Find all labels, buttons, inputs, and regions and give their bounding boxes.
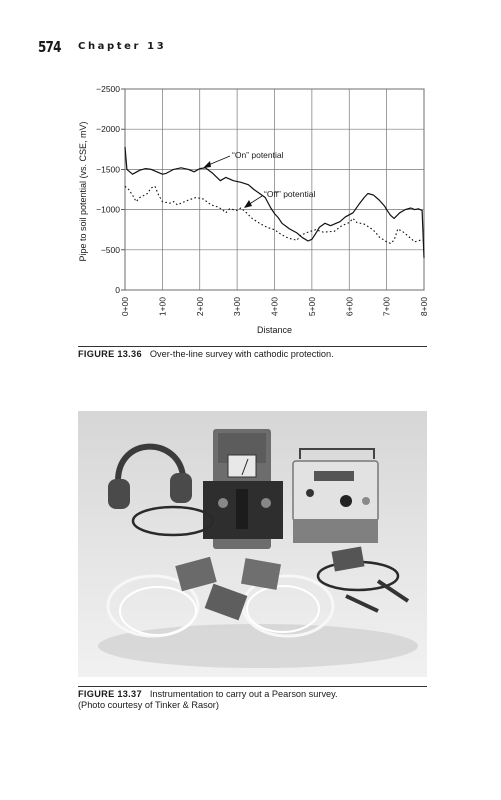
x-tick-label: 0+00 — [120, 297, 130, 317]
y-tick-label: −500 — [100, 244, 120, 255]
page-number: 574 — [38, 38, 61, 56]
figure-13-37-caption — [78, 686, 427, 711]
x-tick-label: 4+00 — [269, 297, 280, 317]
figure-13-37-caption-line2: (Photo courtesy of Tinker & Rasor) — [78, 700, 219, 710]
x-tick-label: 1+00 — [157, 297, 168, 317]
off-potential-arrowhead — [244, 200, 252, 208]
y-tick-label: 0 — [115, 285, 120, 295]
figure-13-37-caption-line1: Instrumentation to carry out a Pearson survey. — [149, 689, 338, 699]
x-tick-label: 2+00 — [194, 297, 205, 317]
chapter-heading: Chapter 13 — [78, 41, 167, 52]
y-tick-label: −2500 — [96, 84, 120, 94]
x-tick-label: 3+00 — [232, 297, 243, 317]
figure-13-36-caption — [78, 346, 427, 360]
x-tick-label: 5+00 — [306, 297, 317, 317]
potential-survey-chart — [0, 0, 501, 350]
y-tick-label: −2000 — [96, 124, 120, 135]
figure-13-36-label: FIGURE 13.36 — [78, 349, 142, 359]
on-potential-arrowhead — [203, 161, 211, 168]
pearson-survey-instrumentation-photo — [78, 411, 427, 677]
figure-13-37-label: FIGURE 13.37 — [78, 689, 142, 699]
x-tick-label: 8+00 — [419, 297, 429, 317]
x-tick-label: 7+00 — [381, 297, 392, 317]
x-tick-label: 6+00 — [344, 297, 355, 317]
figure-13-36-caption-text: Over-the-line survey with cathodic protection. — [149, 349, 334, 359]
y-axis-label: Pipe to soil potential (vs. CSE, mV) — [78, 121, 88, 262]
off-potential-annotation: “Off” potential — [264, 189, 316, 199]
y-tick-label: −1000 — [96, 204, 120, 215]
on-potential-annotation: “On” potential — [232, 150, 284, 160]
y-tick-label: −1500 — [96, 164, 120, 175]
x-axis-label: Distance — [256, 325, 293, 335]
